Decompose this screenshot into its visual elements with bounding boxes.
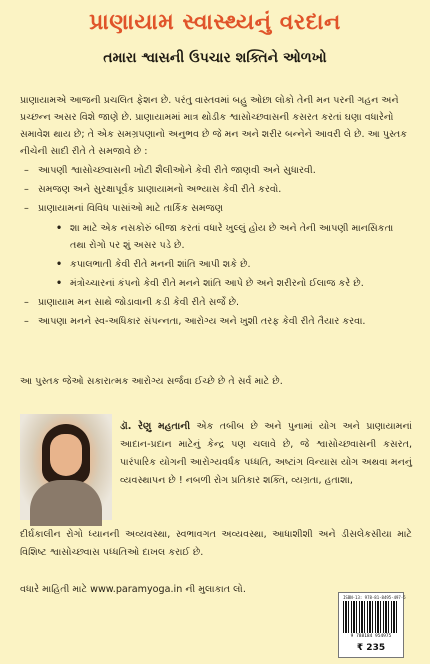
barcode-label: [338, 592, 404, 658]
bullet-item: – આપણા મનને સ્વ-અધિકાર સંપન્નતા, આરોગ્ય અને ખુશી તરફ કેવી રીતે તૈયાર કરવા.: [20, 313, 412, 330]
author-photo: [20, 414, 112, 520]
author-bio-continued: દીર્ઘકાલીન રોગો ધ્યાનની અવ્યવસ્થા, સ્વભાવગત અવ્યવસ્થા, આધાશીશી અને ડીસલેકસીયા માટે વિશિષ્ટ શ્વાસોચ્છ્વાસ પધ્ધતિઓ દાખલ કરાઈ છે.: [20, 529, 412, 558]
description: [20, 92, 412, 332]
sub-bullet-item: • શા માટે એક નસકોરું બીજા કરતાં વધારે ખુલ્લું હોય છે અને તેની આપણી માનસિકતા તથા રોગો પર શું અસર પડે છે.: [38, 220, 412, 254]
barcode-icon: [343, 601, 399, 633]
intro-paragraph: પ્રાણાયામએ આજની પ્રચલિત ફેશન છે. પરંતુ વાસ્તવમાં બહુ ઓછા લોકો તેની મન પરની ગહન અને પ્રચ્છન્ન અસર વિશે જાણે છે. પ્રાણાયામમાં માત્ર થોડીક શ્વાસોચ્છ્વાસની કસરત કરતાં ઘણા વધારેનો સમાવેશ થાય છે; તે એક સમગ્રપણાનો અનુભવ છે જે મન અને શરીર બન્નેને આવરી લે છે. આ પુસ્તક નીચેની સાદી રીતે તે સમજાવે છે :: [20, 95, 407, 157]
bullet-item-label: પ્રાણાયામનાં વિવિધ પાસાંઓ માટે તાર્કિક સમજણ: [38, 203, 224, 214]
bullet-item: – પ્રાણાયામ મન સાથે જોડાવાની કડી કેવી રીતે સર્જે છે.: [20, 294, 412, 311]
author-section: [20, 414, 412, 574]
sub-bullet-list: [38, 220, 412, 292]
sub-bullet-item: • કપાલભાતી કેવી રીતે મનની શાંતિ આપી શકે છે.: [38, 256, 412, 273]
author-bio: [120, 418, 412, 490]
author-name: ડૉ. રેણુ મહતાની: [120, 421, 191, 432]
bullet-item: – સમજણ અને સુરક્ષાપૂર્વક પ્રાણાયામનો અભ્યાસ કેવી રીતે કરવો.: [20, 181, 412, 198]
sub-bullet-item: • મંત્રોચ્ચારનાં કંપનો કેવી રીતે મનને શાંતિ આપે છે અને શરીરનો ઈલાજ કરે છે.: [38, 275, 412, 292]
barcode-digits: 9 788184 954975: [350, 634, 392, 639]
book-subtitle: તમારા શ્વાસની ઉપચાર શક્તિને ઓળખો: [103, 50, 327, 66]
bullet-item: – આપણી શ્વાસોચ્છ્વાસની ખોટી શૈલીઓને કેવી રીતે જાણવી અને સુધારવી.: [20, 162, 412, 179]
bullet-list: [20, 162, 412, 330]
price-label: ₹ 235: [356, 643, 386, 653]
author-bio-part1: એક તબીબ છે અને પુનામાં યોગ અને પ્રાણાયામનાં આદાન-પ્રદાન માટેનું કેન્દ્ર પણ ચલાવે છે, જે શ્વાસોચ્છ્વાસની કસરત, પારંપારિક યોગની આરોગ્યવર્ધક પધ્ધતિ, અષ્ટાંગ વિન્યાસ યોગ અથવા મનનું વ્યવસ્થાપન છે ! નબળી રોગ પ્રતિકાર શક્તિ, વ્યગ્રતા, હતાશા,: [120, 421, 413, 486]
book-title: પ્રાણાયામ સ્વાસ્થ્યનું વરદાન: [89, 10, 341, 35]
closing-line: આ પુસ્તક જેઓ સકારાત્મક આરોગ્ય સર્જવા ઈચ્છે છે તે સર્વ માટે છે.: [20, 376, 283, 387]
isbn-text: ISBN-13: 978-81-8495-497-5: [343, 595, 406, 600]
bullet-item-with-subitems: [20, 200, 412, 292]
more-info-line: વધારે માહિતી માટે www.paramyoga.in ની મુલાકાત લો.: [20, 584, 246, 595]
